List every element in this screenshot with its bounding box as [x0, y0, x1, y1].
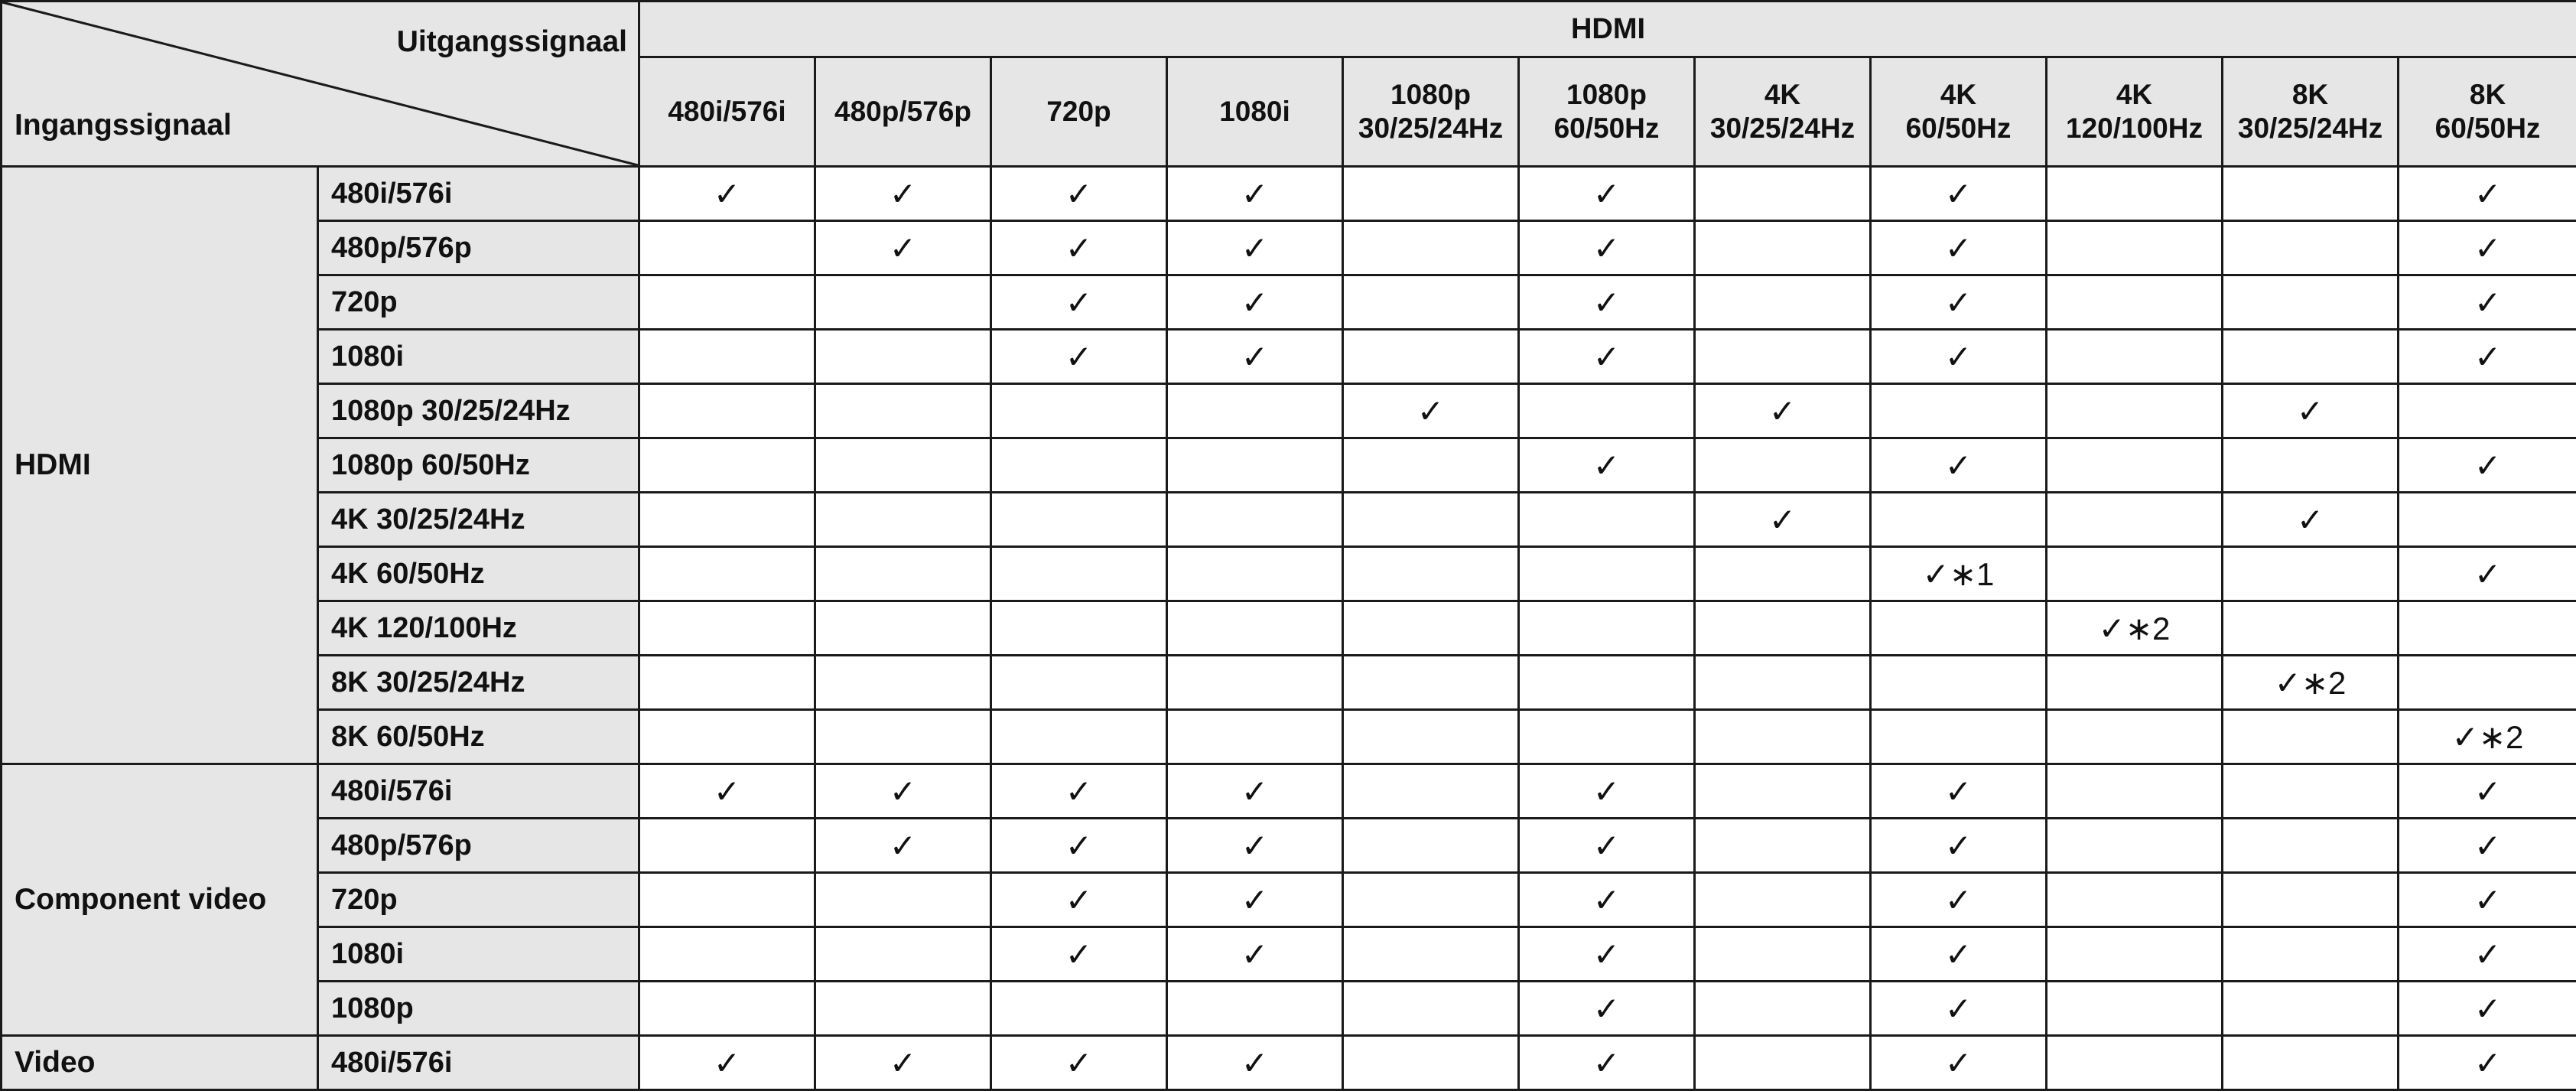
support-cell — [1167, 710, 1343, 764]
support-cell — [1167, 601, 1343, 656]
support-cell — [815, 438, 991, 493]
output-column-header — [815, 57, 991, 167]
support-cell — [2223, 1036, 2399, 1090]
input-format-label: 1080p 60/50Hz — [318, 438, 639, 493]
table-row — [2, 330, 2576, 384]
support-cell — [815, 601, 991, 656]
input-group-label: Video — [2, 1036, 318, 1090]
support-cell: ✓ — [2399, 764, 2576, 819]
input-signal-label: Ingangssignaal — [15, 109, 232, 142]
support-cell: ✓ — [1519, 927, 1695, 982]
support-cell — [2047, 710, 2223, 764]
support-cell — [815, 710, 991, 764]
column-header-line1: 480p/576p — [816, 95, 990, 129]
support-cell — [815, 547, 991, 601]
support-cell — [2047, 819, 2223, 873]
column-header-line1: 1080p — [1520, 78, 1693, 112]
support-cell — [1871, 384, 2047, 438]
support-cell — [639, 873, 815, 927]
output-column-header — [2399, 57, 2576, 167]
support-cell — [1695, 1036, 1871, 1090]
support-cell — [1167, 438, 1343, 493]
support-cell: ✓ — [815, 819, 991, 873]
support-cell: ✓ — [2399, 330, 2576, 384]
input-format-label: 480i/576i — [318, 167, 639, 221]
input-format-label: 480i/576i — [318, 1036, 639, 1090]
support-cell — [815, 927, 991, 982]
input-format-label: 1080p — [318, 982, 639, 1036]
support-cell — [2047, 438, 2223, 493]
support-cell: ✓ — [1167, 819, 1343, 873]
support-cell — [991, 710, 1167, 764]
table-row — [2, 438, 2576, 493]
column-header-line2: 60/50Hz — [1520, 112, 1693, 145]
support-cell — [2047, 927, 2223, 982]
support-cell — [2223, 547, 2399, 601]
input-group-label: Component video — [2, 764, 318, 1036]
support-cell: ✓ — [1519, 330, 1695, 384]
support-cell — [1167, 656, 1343, 710]
support-cell — [639, 547, 815, 601]
support-cell: ✓ — [2399, 547, 2576, 601]
table-row — [2, 927, 2576, 982]
output-column-header — [1343, 57, 1519, 167]
support-cell — [1167, 547, 1343, 601]
support-cell: ✓ — [991, 1036, 1167, 1090]
input-format-label: 480p/576p — [318, 819, 639, 873]
support-cell: ✓ — [1519, 819, 1695, 873]
support-cell: ✓ — [1871, 221, 2047, 275]
table-row — [2, 601, 2576, 656]
support-cell — [1343, 764, 1519, 819]
support-cell — [2223, 819, 2399, 873]
support-cell — [1695, 601, 1871, 656]
support-cell: ✓ — [1519, 873, 1695, 927]
support-cell — [991, 656, 1167, 710]
support-cell — [1695, 819, 1871, 873]
support-cell — [2399, 656, 2576, 710]
hdmi-output-group-header: HDMI — [639, 2, 2576, 57]
support-cell — [1519, 547, 1695, 601]
column-header-line2: 30/25/24Hz — [1696, 112, 1869, 145]
support-cell — [1519, 493, 1695, 547]
support-cell — [639, 819, 815, 873]
support-cell: ✓ — [815, 221, 991, 275]
support-cell — [1519, 656, 1695, 710]
input-format-label: 4K 120/100Hz — [318, 601, 639, 656]
support-cell — [1167, 493, 1343, 547]
support-cell — [2047, 873, 2223, 927]
support-cell — [815, 384, 991, 438]
input-format-label: 720p — [318, 275, 639, 330]
support-cell: ✓ — [2223, 384, 2399, 438]
support-cell: ✓ — [1871, 982, 2047, 1036]
support-cell: ✓ — [2399, 438, 2576, 493]
support-cell — [1695, 330, 1871, 384]
support-cell: ✓∗2 — [2223, 656, 2399, 710]
support-cell: ✓ — [815, 1036, 991, 1090]
table-row — [2, 167, 2576, 221]
table-row — [2, 982, 2576, 1036]
support-cell — [815, 275, 991, 330]
support-cell — [2047, 982, 2223, 1036]
support-cell — [1519, 384, 1695, 438]
support-cell: ✓ — [2223, 493, 2399, 547]
support-cell: ✓ — [1167, 330, 1343, 384]
support-cell: ✓ — [1167, 221, 1343, 275]
input-format-label: 4K 60/50Hz — [318, 547, 639, 601]
support-cell — [639, 275, 815, 330]
support-cell — [1695, 547, 1871, 601]
support-cell — [1695, 873, 1871, 927]
support-cell: ✓ — [2399, 275, 2576, 330]
support-cell: ✓ — [1519, 1036, 1695, 1090]
support-cell — [1871, 710, 2047, 764]
support-cell — [1343, 167, 1519, 221]
support-cell: ✓ — [1695, 493, 1871, 547]
output-column-header — [639, 57, 815, 167]
column-header-line1: 8K — [2223, 78, 2397, 112]
support-cell — [2047, 330, 2223, 384]
output-column-header — [1695, 57, 1871, 167]
support-cell — [2047, 1036, 2223, 1090]
support-cell: ✓ — [1519, 764, 1695, 819]
support-cell: ✓ — [991, 764, 1167, 819]
output-column-header — [1167, 57, 1343, 167]
support-cell — [991, 384, 1167, 438]
support-cell — [2047, 167, 2223, 221]
support-cell — [815, 873, 991, 927]
support-cell — [2399, 493, 2576, 547]
support-cell — [1343, 927, 1519, 982]
support-cell: ✓ — [1167, 275, 1343, 330]
support-cell — [2223, 982, 2399, 1036]
support-cell: ✓ — [1167, 927, 1343, 982]
column-header-line1: 4K — [2047, 78, 2221, 112]
column-header-line1: 1080i — [1168, 95, 1342, 129]
support-cell: ✓ — [1871, 927, 2047, 982]
table-row — [2, 656, 2576, 710]
column-header-line2: 30/25/24Hz — [1344, 112, 1517, 145]
support-cell: ✓ — [1871, 438, 2047, 493]
support-cell: ✓ — [1519, 167, 1695, 221]
table-corner-header — [2, 2, 639, 167]
support-cell — [639, 982, 815, 1036]
support-cell — [1343, 601, 1519, 656]
support-cell — [1695, 927, 1871, 982]
support-cell — [2047, 384, 2223, 438]
support-cell: ✓ — [991, 873, 1167, 927]
support-cell — [2399, 601, 2576, 656]
support-cell — [1871, 601, 2047, 656]
support-cell — [1167, 384, 1343, 438]
support-cell: ✓ — [991, 819, 1167, 873]
support-cell: ✓ — [1519, 982, 1695, 1036]
support-cell: ✓ — [1871, 167, 2047, 221]
column-header-line1: 4K — [1696, 78, 1869, 112]
support-cell — [639, 601, 815, 656]
support-cell — [1695, 656, 1871, 710]
column-header-line1: 1080p — [1344, 78, 1517, 112]
support-cell — [2223, 710, 2399, 764]
support-cell: ✓ — [1167, 764, 1343, 819]
support-cell: ✓∗1 — [1871, 547, 2047, 601]
support-cell — [1695, 221, 1871, 275]
support-cell — [815, 982, 991, 1036]
column-header-line2: 60/50Hz — [1872, 112, 2045, 145]
support-cell — [1343, 330, 1519, 384]
column-header-line1: 720p — [992, 95, 1166, 129]
support-cell — [1695, 438, 1871, 493]
support-cell: ✓ — [991, 330, 1167, 384]
support-cell: ✓ — [2399, 982, 2576, 1036]
support-cell — [1695, 764, 1871, 819]
support-cell: ✓ — [1871, 275, 2047, 330]
table-row — [2, 221, 2576, 275]
support-cell: ✓ — [1519, 221, 1695, 275]
support-cell — [1519, 601, 1695, 656]
support-cell: ✓ — [991, 221, 1167, 275]
support-cell — [1343, 982, 1519, 1036]
table-row — [2, 873, 2576, 927]
support-cell: ✓ — [1343, 384, 1519, 438]
table-row — [2, 493, 2576, 547]
support-cell — [2047, 656, 2223, 710]
support-cell — [1343, 221, 1519, 275]
support-cell: ✓ — [2399, 819, 2576, 873]
support-cell — [639, 656, 815, 710]
support-cell: ✓ — [1871, 1036, 2047, 1090]
support-cell — [815, 493, 991, 547]
input-format-label: 480i/576i — [318, 764, 639, 819]
support-cell — [639, 221, 815, 275]
support-cell — [1519, 710, 1695, 764]
output-signal-label: Uitgangssignaal — [397, 25, 627, 59]
input-format-label: 8K 60/50Hz — [318, 710, 639, 764]
input-format-label: 1080i — [318, 330, 639, 384]
support-cell — [991, 493, 1167, 547]
support-cell — [639, 438, 815, 493]
input-format-label: 8K 30/25/24Hz — [318, 656, 639, 710]
support-cell: ✓ — [1695, 384, 1871, 438]
support-cell — [1343, 1036, 1519, 1090]
support-cell — [639, 493, 815, 547]
support-cell — [1871, 656, 2047, 710]
support-cell: ✓ — [1167, 167, 1343, 221]
support-cell — [2223, 601, 2399, 656]
support-cell: ✓ — [639, 764, 815, 819]
support-cell — [1343, 656, 1519, 710]
support-cell: ✓ — [2399, 167, 2576, 221]
support-cell — [2047, 221, 2223, 275]
support-cell — [1871, 493, 2047, 547]
support-cell: ✓ — [991, 927, 1167, 982]
support-cell — [639, 384, 815, 438]
support-cell: ✓ — [1519, 438, 1695, 493]
support-cell: ✓ — [1871, 873, 2047, 927]
output-column-header — [2047, 57, 2223, 167]
column-header-line1: 4K — [1872, 78, 2045, 112]
output-column-header — [1519, 57, 1695, 167]
support-cell: ✓ — [2399, 1036, 2576, 1090]
support-cell — [2047, 275, 2223, 330]
table-row — [2, 275, 2576, 330]
table-row — [2, 1036, 2576, 1090]
support-cell — [2223, 438, 2399, 493]
support-cell — [2047, 547, 2223, 601]
support-cell — [2223, 764, 2399, 819]
support-cell — [991, 601, 1167, 656]
support-cell — [1343, 710, 1519, 764]
support-cell — [1695, 167, 1871, 221]
support-cell: ✓ — [815, 764, 991, 819]
support-cell — [639, 927, 815, 982]
support-cell — [1167, 982, 1343, 1036]
support-cell: ✓ — [991, 275, 1167, 330]
table-row — [2, 710, 2576, 764]
table-body — [2, 167, 2576, 1090]
support-cell — [1343, 275, 1519, 330]
support-cell: ✓ — [639, 1036, 815, 1090]
support-cell — [815, 656, 991, 710]
support-cell: ✓ — [2399, 221, 2576, 275]
output-column-header — [2223, 57, 2399, 167]
output-column-header — [991, 57, 1167, 167]
column-header-line2: 120/100Hz — [2047, 112, 2221, 145]
support-cell: ✓ — [1167, 1036, 1343, 1090]
support-cell — [2223, 873, 2399, 927]
output-column-header — [1871, 57, 2047, 167]
support-cell: ✓ — [1871, 819, 2047, 873]
column-header-line1: 8K — [2399, 78, 2576, 112]
support-cell — [639, 330, 815, 384]
support-cell — [2047, 764, 2223, 819]
support-cell: ✓ — [1871, 330, 2047, 384]
table-row — [2, 764, 2576, 819]
support-cell — [991, 438, 1167, 493]
table-row — [2, 384, 2576, 438]
input-format-label: 4K 30/25/24Hz — [318, 493, 639, 547]
support-cell — [1343, 547, 1519, 601]
support-cell — [991, 982, 1167, 1036]
support-cell — [2223, 275, 2399, 330]
input-format-label: 720p — [318, 873, 639, 927]
support-cell: ✓ — [1167, 873, 1343, 927]
support-cell — [2223, 927, 2399, 982]
input-format-label: 480p/576p — [318, 221, 639, 275]
input-group-label: HDMI — [2, 167, 318, 764]
column-header-line2: 60/50Hz — [2399, 112, 2576, 145]
table-row — [2, 819, 2576, 873]
support-cell — [2223, 330, 2399, 384]
support-cell: ✓∗2 — [2047, 601, 2223, 656]
support-cell — [2223, 167, 2399, 221]
support-cell: ✓ — [639, 167, 815, 221]
column-header-line1: 480i/576i — [640, 95, 814, 129]
table-row — [2, 547, 2576, 601]
support-cell: ✓ — [2399, 873, 2576, 927]
support-cell — [1343, 438, 1519, 493]
support-cell — [639, 710, 815, 764]
support-cell — [815, 330, 991, 384]
support-cell: ✓ — [1871, 764, 2047, 819]
support-cell — [991, 547, 1167, 601]
support-cell — [1343, 819, 1519, 873]
support-cell — [1343, 493, 1519, 547]
support-cell — [1343, 873, 1519, 927]
support-cell — [2047, 493, 2223, 547]
support-cell — [1695, 275, 1871, 330]
support-cell — [1695, 710, 1871, 764]
support-cell: ✓ — [815, 167, 991, 221]
support-cell: ✓ — [991, 167, 1167, 221]
support-cell — [2223, 221, 2399, 275]
support-cell: ✓ — [1519, 275, 1695, 330]
input-format-label: 1080i — [318, 927, 639, 982]
support-cell: ✓ — [2399, 927, 2576, 982]
column-header-line2: 30/25/24Hz — [2223, 112, 2397, 145]
support-cell: ✓∗2 — [2399, 710, 2576, 764]
support-cell — [2399, 384, 2576, 438]
input-format-label: 1080p 30/25/24Hz — [318, 384, 639, 438]
support-cell — [1695, 982, 1871, 1036]
